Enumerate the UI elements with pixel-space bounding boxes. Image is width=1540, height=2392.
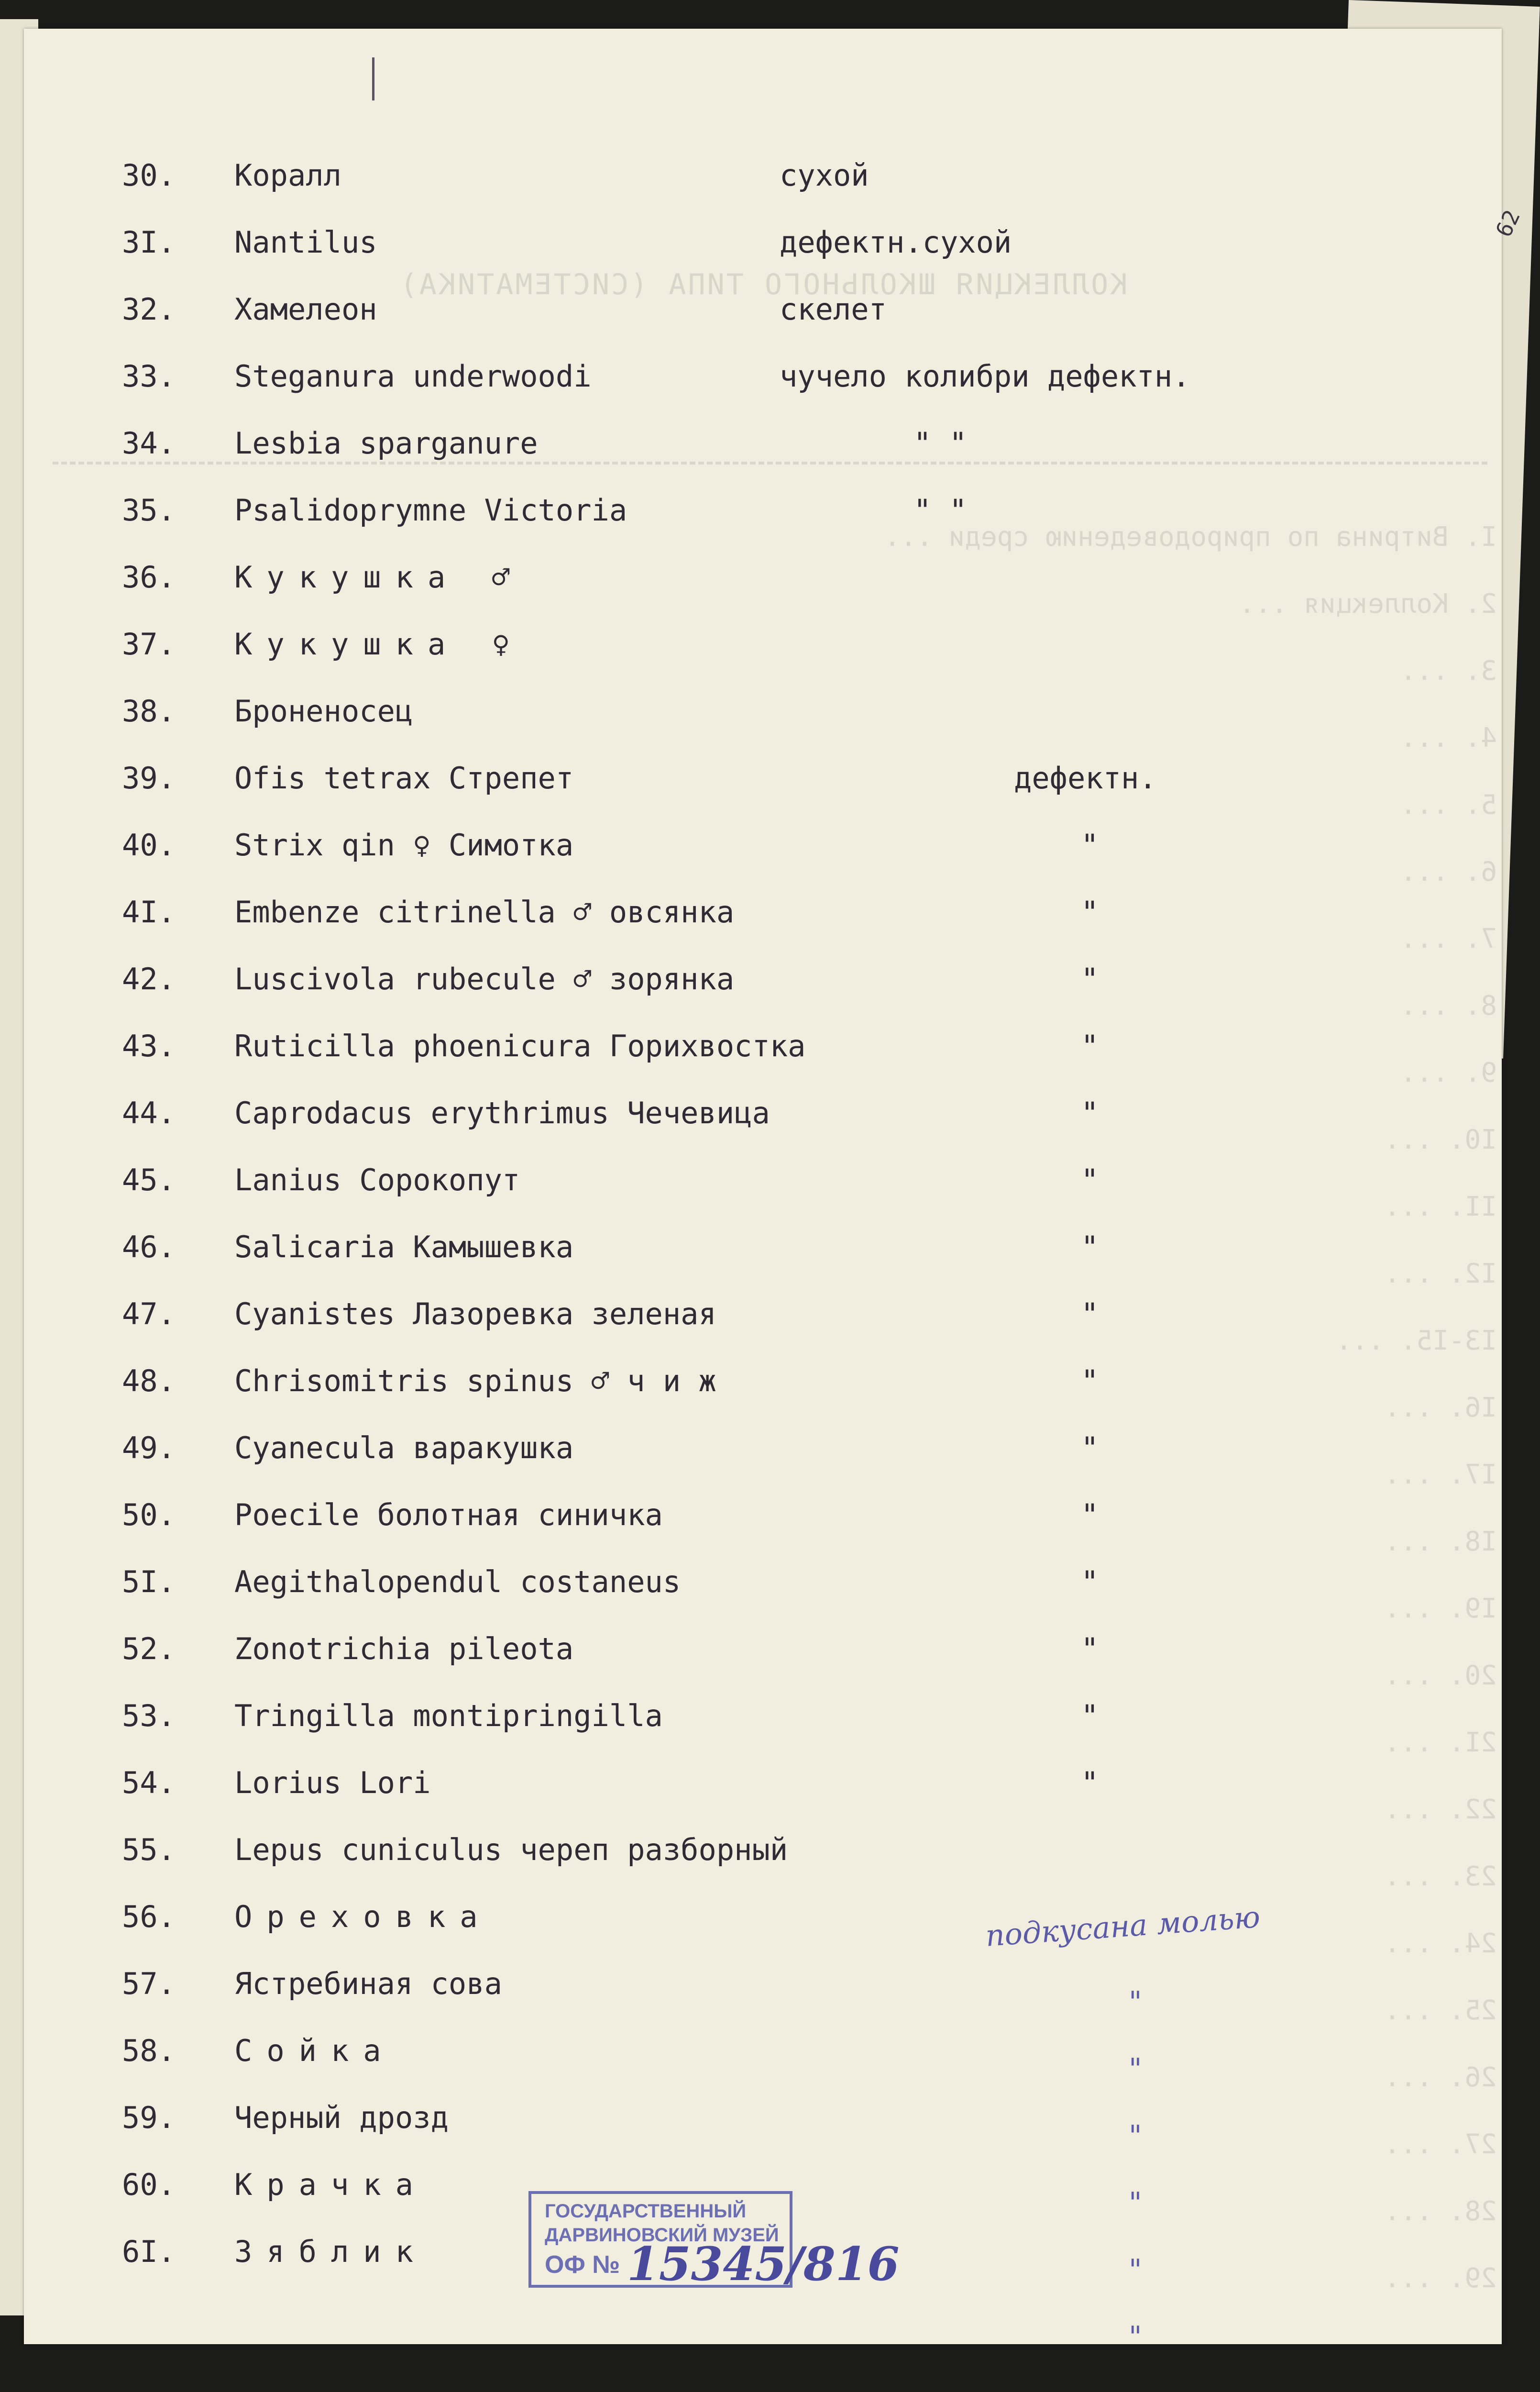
entry-row bbox=[24, 1296, 1502, 1349]
bleed-row: 29. ... bbox=[1384, 2263, 1497, 2294]
entry-name: Zonotrichia pileota bbox=[234, 1631, 574, 1666]
bleed-row: I7. ... bbox=[1384, 1459, 1497, 1490]
entry-name: Кукушка ♀ bbox=[234, 627, 524, 662]
entry-note: " bbox=[1081, 1564, 1099, 1599]
entry-row bbox=[24, 1899, 1502, 1952]
entry-name: Chrisomitris spinus ♂ ч и ж bbox=[234, 1363, 716, 1398]
entry-name: Psalidoprymne Victoria bbox=[234, 493, 627, 528]
handwritten-ditto: " bbox=[1129, 2119, 1142, 2153]
entry-number: 47. bbox=[122, 1296, 176, 1331]
entry-note: " bbox=[1081, 1363, 1099, 1398]
entry-number: 42. bbox=[122, 962, 176, 997]
entry-number: 50. bbox=[122, 1497, 176, 1532]
entry-name: Ореховка bbox=[234, 1899, 492, 1934]
bleed-row: 25. ... bbox=[1384, 1995, 1497, 2026]
bleed-row: I6. ... bbox=[1384, 1392, 1497, 1423]
entry-row bbox=[24, 1497, 1502, 1550]
stamp-handwritten-number: 15345/816 bbox=[627, 2237, 900, 2291]
entry-row bbox=[24, 627, 1502, 679]
entry-name: Steganura underwoodi bbox=[234, 359, 592, 394]
stamp-line-1: ГОСУДАРСТВЕННЫЙ bbox=[545, 2201, 747, 2222]
bleed-row: 3. ... bbox=[1400, 655, 1497, 687]
entry-name: Ястребиная сова bbox=[234, 1966, 502, 2001]
entry-row bbox=[24, 1564, 1502, 1617]
entry-row bbox=[24, 560, 1502, 612]
entry-number: 5I. bbox=[122, 1564, 176, 1599]
entry-name: Хамелеон bbox=[234, 292, 377, 327]
entry-number: 43. bbox=[122, 1029, 176, 1063]
bleed-row: 7. ... bbox=[1400, 923, 1497, 954]
entry-name: Caprodacus erythrimus Чечевица bbox=[234, 1096, 770, 1130]
entry-row bbox=[24, 359, 1502, 411]
bleed-row: 8. ... bbox=[1400, 990, 1497, 1021]
entry-row bbox=[24, 2100, 1502, 2153]
entry-number: 59. bbox=[122, 2100, 176, 2135]
entry-note: " bbox=[1081, 1163, 1099, 1197]
entry-row bbox=[24, 1163, 1502, 1215]
entry-number: 57. bbox=[122, 1966, 176, 2001]
entry-name: Кукушка ♂ bbox=[234, 560, 524, 595]
handwritten-ditto: " bbox=[1129, 2052, 1142, 2086]
entry-number: 52. bbox=[122, 1631, 176, 1666]
entry-number: 37. bbox=[122, 627, 176, 662]
entry-row bbox=[24, 1430, 1502, 1483]
entry-note: " bbox=[1081, 1631, 1099, 1666]
entry-row bbox=[24, 292, 1502, 344]
entry-row bbox=[24, 225, 1502, 277]
bleed-row: I. Витрина по природоведению среди ... bbox=[884, 521, 1497, 553]
entry-number: 49. bbox=[122, 1430, 176, 1465]
stamp-line-3: ОФ № bbox=[545, 2251, 620, 2279]
bleed-row: 2. Коллекция ... bbox=[1239, 588, 1497, 620]
entry-number: 38. bbox=[122, 694, 176, 729]
entry-note: " bbox=[1081, 895, 1099, 930]
bleed-row: 22. ... bbox=[1384, 1794, 1497, 1825]
entry-note: дефектн.сухой bbox=[780, 225, 1012, 260]
entry-number: 54. bbox=[122, 1765, 176, 1800]
entry-row bbox=[24, 426, 1502, 478]
entry-name: Embenze citrinella ♂ овсянка bbox=[234, 895, 735, 930]
entry-number: 34. bbox=[122, 426, 176, 461]
entry-note: " bbox=[1081, 1430, 1099, 1465]
entry-number: 32. bbox=[122, 292, 176, 327]
bleed-row: I0. ... bbox=[1384, 1124, 1497, 1155]
entry-name: Черный дрозд bbox=[234, 2100, 449, 2135]
entry-note: " bbox=[1081, 1497, 1099, 1532]
entry-name: Сойка bbox=[234, 2033, 396, 2068]
entry-number: 56. bbox=[122, 1899, 176, 1934]
bleed-row: 4. ... bbox=[1400, 722, 1497, 753]
entry-number: 6I. bbox=[122, 2234, 176, 2269]
entry-row bbox=[24, 694, 1502, 746]
bleed-row: 6. ... bbox=[1400, 856, 1497, 887]
entry-note: " bbox=[1081, 1096, 1099, 1130]
entry-name: Salicaria Камышевка bbox=[234, 1229, 574, 1264]
entry-number: 4I. bbox=[122, 895, 176, 930]
entry-note: дефектн. bbox=[1014, 761, 1157, 796]
entry-row bbox=[24, 828, 1502, 880]
entry-number: 48. bbox=[122, 1363, 176, 1398]
entry-name: Tringilla montipringilla bbox=[234, 1698, 663, 1733]
bleed-heading: КОЛЛЕКЦИЯ ШКОЛЬНОГО ТИПА (СИСТЕМАТИКА) bbox=[398, 268, 1128, 301]
entry-name: Коралл bbox=[234, 158, 341, 193]
entry-row bbox=[24, 962, 1502, 1014]
bleed-row: 27. ... bbox=[1384, 2129, 1497, 2160]
entry-number: 36. bbox=[122, 560, 176, 595]
bleed-row: 28. ... bbox=[1384, 2196, 1497, 2227]
entry-number: 40. bbox=[122, 828, 176, 863]
entry-number: 3I. bbox=[122, 225, 176, 260]
pencil-mark bbox=[372, 57, 374, 100]
bleed-row: 20. ... bbox=[1384, 1660, 1497, 1691]
entry-name: Крачка bbox=[234, 2167, 428, 2202]
bleed-row: 9. ... bbox=[1400, 1057, 1497, 1088]
entry-name: Cyanistes Лазоревка зеленая bbox=[234, 1296, 716, 1331]
bleed-row: II. ... bbox=[1384, 1191, 1497, 1222]
entry-name: Aegithalopendul costaneus bbox=[234, 1564, 681, 1599]
entry-number: 58. bbox=[122, 2033, 176, 2068]
entry-row bbox=[24, 895, 1502, 947]
entry-name: Ofis tetrax Стрепет bbox=[234, 761, 574, 796]
entry-row bbox=[24, 1765, 1502, 1818]
entry-row bbox=[24, 1096, 1502, 1148]
entry-name: Strix qin ♀ Симотка bbox=[234, 828, 574, 863]
entry-number: 30. bbox=[122, 158, 176, 193]
entry-note: чучело колибри дефектн. bbox=[780, 359, 1190, 394]
entry-row bbox=[24, 2033, 1502, 2086]
entry-row bbox=[24, 493, 1502, 545]
entry-row bbox=[24, 1698, 1502, 1751]
bleed-row: 23. ... bbox=[1384, 1861, 1497, 1892]
entry-number: 55. bbox=[122, 1832, 176, 1867]
entry-row bbox=[24, 1229, 1502, 1282]
entry-name: Lanius Сорокопут bbox=[234, 1163, 520, 1197]
entry-name: Lorius Lori bbox=[234, 1765, 431, 1800]
entry-row bbox=[24, 761, 1502, 813]
page-number: 62 bbox=[1490, 206, 1525, 241]
bleed-row: I2. ... bbox=[1384, 1258, 1497, 1289]
entry-name: Lepus cuniculus череп разборный bbox=[234, 1832, 788, 1867]
handwritten-ditto: " bbox=[1129, 2186, 1142, 2220]
handwritten-ditto: " bbox=[1129, 1985, 1142, 2019]
entry-name: Броненосец bbox=[234, 694, 413, 729]
entry-row bbox=[24, 1966, 1502, 2019]
handwritten-ditto: " bbox=[1129, 2320, 1142, 2354]
entry-number: 33. bbox=[122, 359, 176, 394]
entry-number: 53. bbox=[122, 1698, 176, 1733]
entry-row bbox=[24, 1832, 1502, 1885]
entry-row bbox=[24, 1029, 1502, 1081]
bleed-row: I3-I5. ... bbox=[1335, 1325, 1497, 1356]
entry-note: " " bbox=[913, 426, 967, 461]
entry-name: Cyanecula варакушка bbox=[234, 1430, 574, 1465]
entry-number: 45. bbox=[122, 1163, 176, 1197]
bleed-row: 24. ... bbox=[1384, 1928, 1497, 1959]
entry-name: Luscivola rubecule ♂ зорянка bbox=[234, 962, 735, 997]
entry-name: Nantilus bbox=[234, 225, 377, 260]
entry-note: " bbox=[1081, 1296, 1099, 1331]
bleed-row: I8. ... bbox=[1384, 1526, 1497, 1557]
entry-note: " bbox=[1081, 1765, 1099, 1800]
entry-note: " bbox=[1081, 828, 1099, 863]
entry-name: Poecile болотная синичка bbox=[234, 1497, 663, 1532]
handwritten-ditto: " bbox=[1129, 2253, 1142, 2287]
entry-number: 35. bbox=[122, 493, 176, 528]
entry-number: 39. bbox=[122, 761, 176, 796]
entry-note: " bbox=[1081, 962, 1099, 997]
bleed-row: 5. ... bbox=[1400, 789, 1497, 820]
entry-number: 60. bbox=[122, 2167, 176, 2202]
entry-row bbox=[24, 1631, 1502, 1684]
museum-stamp bbox=[528, 2191, 900, 2291]
entry-note: " bbox=[1081, 1029, 1099, 1063]
bleed-row: 2I. ... bbox=[1384, 1727, 1497, 1758]
entry-note: сухой bbox=[780, 158, 869, 193]
entry-note: " " bbox=[913, 493, 967, 528]
entry-name: Lesbia sparganure bbox=[234, 426, 538, 461]
entry-row bbox=[24, 1363, 1502, 1416]
entry-name: Ruticilla phoenicura Горихвостка bbox=[234, 1029, 806, 1063]
entry-row bbox=[24, 158, 1502, 210]
stamp-line-2: ДАРВИНОВСКИЙ МУЗЕЙ bbox=[545, 2225, 779, 2246]
bleed-row: I9. ... bbox=[1384, 1593, 1497, 1624]
entry-note: скелет bbox=[780, 292, 887, 327]
handwritten-note: подкусана молью bbox=[984, 1899, 1262, 1953]
entry-note: " bbox=[1081, 1698, 1099, 1733]
entry-number: 44. bbox=[122, 1096, 176, 1130]
entry-name: Зяблик bbox=[234, 2234, 428, 2269]
bleed-row: 26. ... bbox=[1384, 2062, 1497, 2093]
document-page bbox=[24, 29, 1525, 2354]
entry-number: 46. bbox=[122, 1229, 176, 1264]
entry-note: " bbox=[1081, 1229, 1099, 1264]
